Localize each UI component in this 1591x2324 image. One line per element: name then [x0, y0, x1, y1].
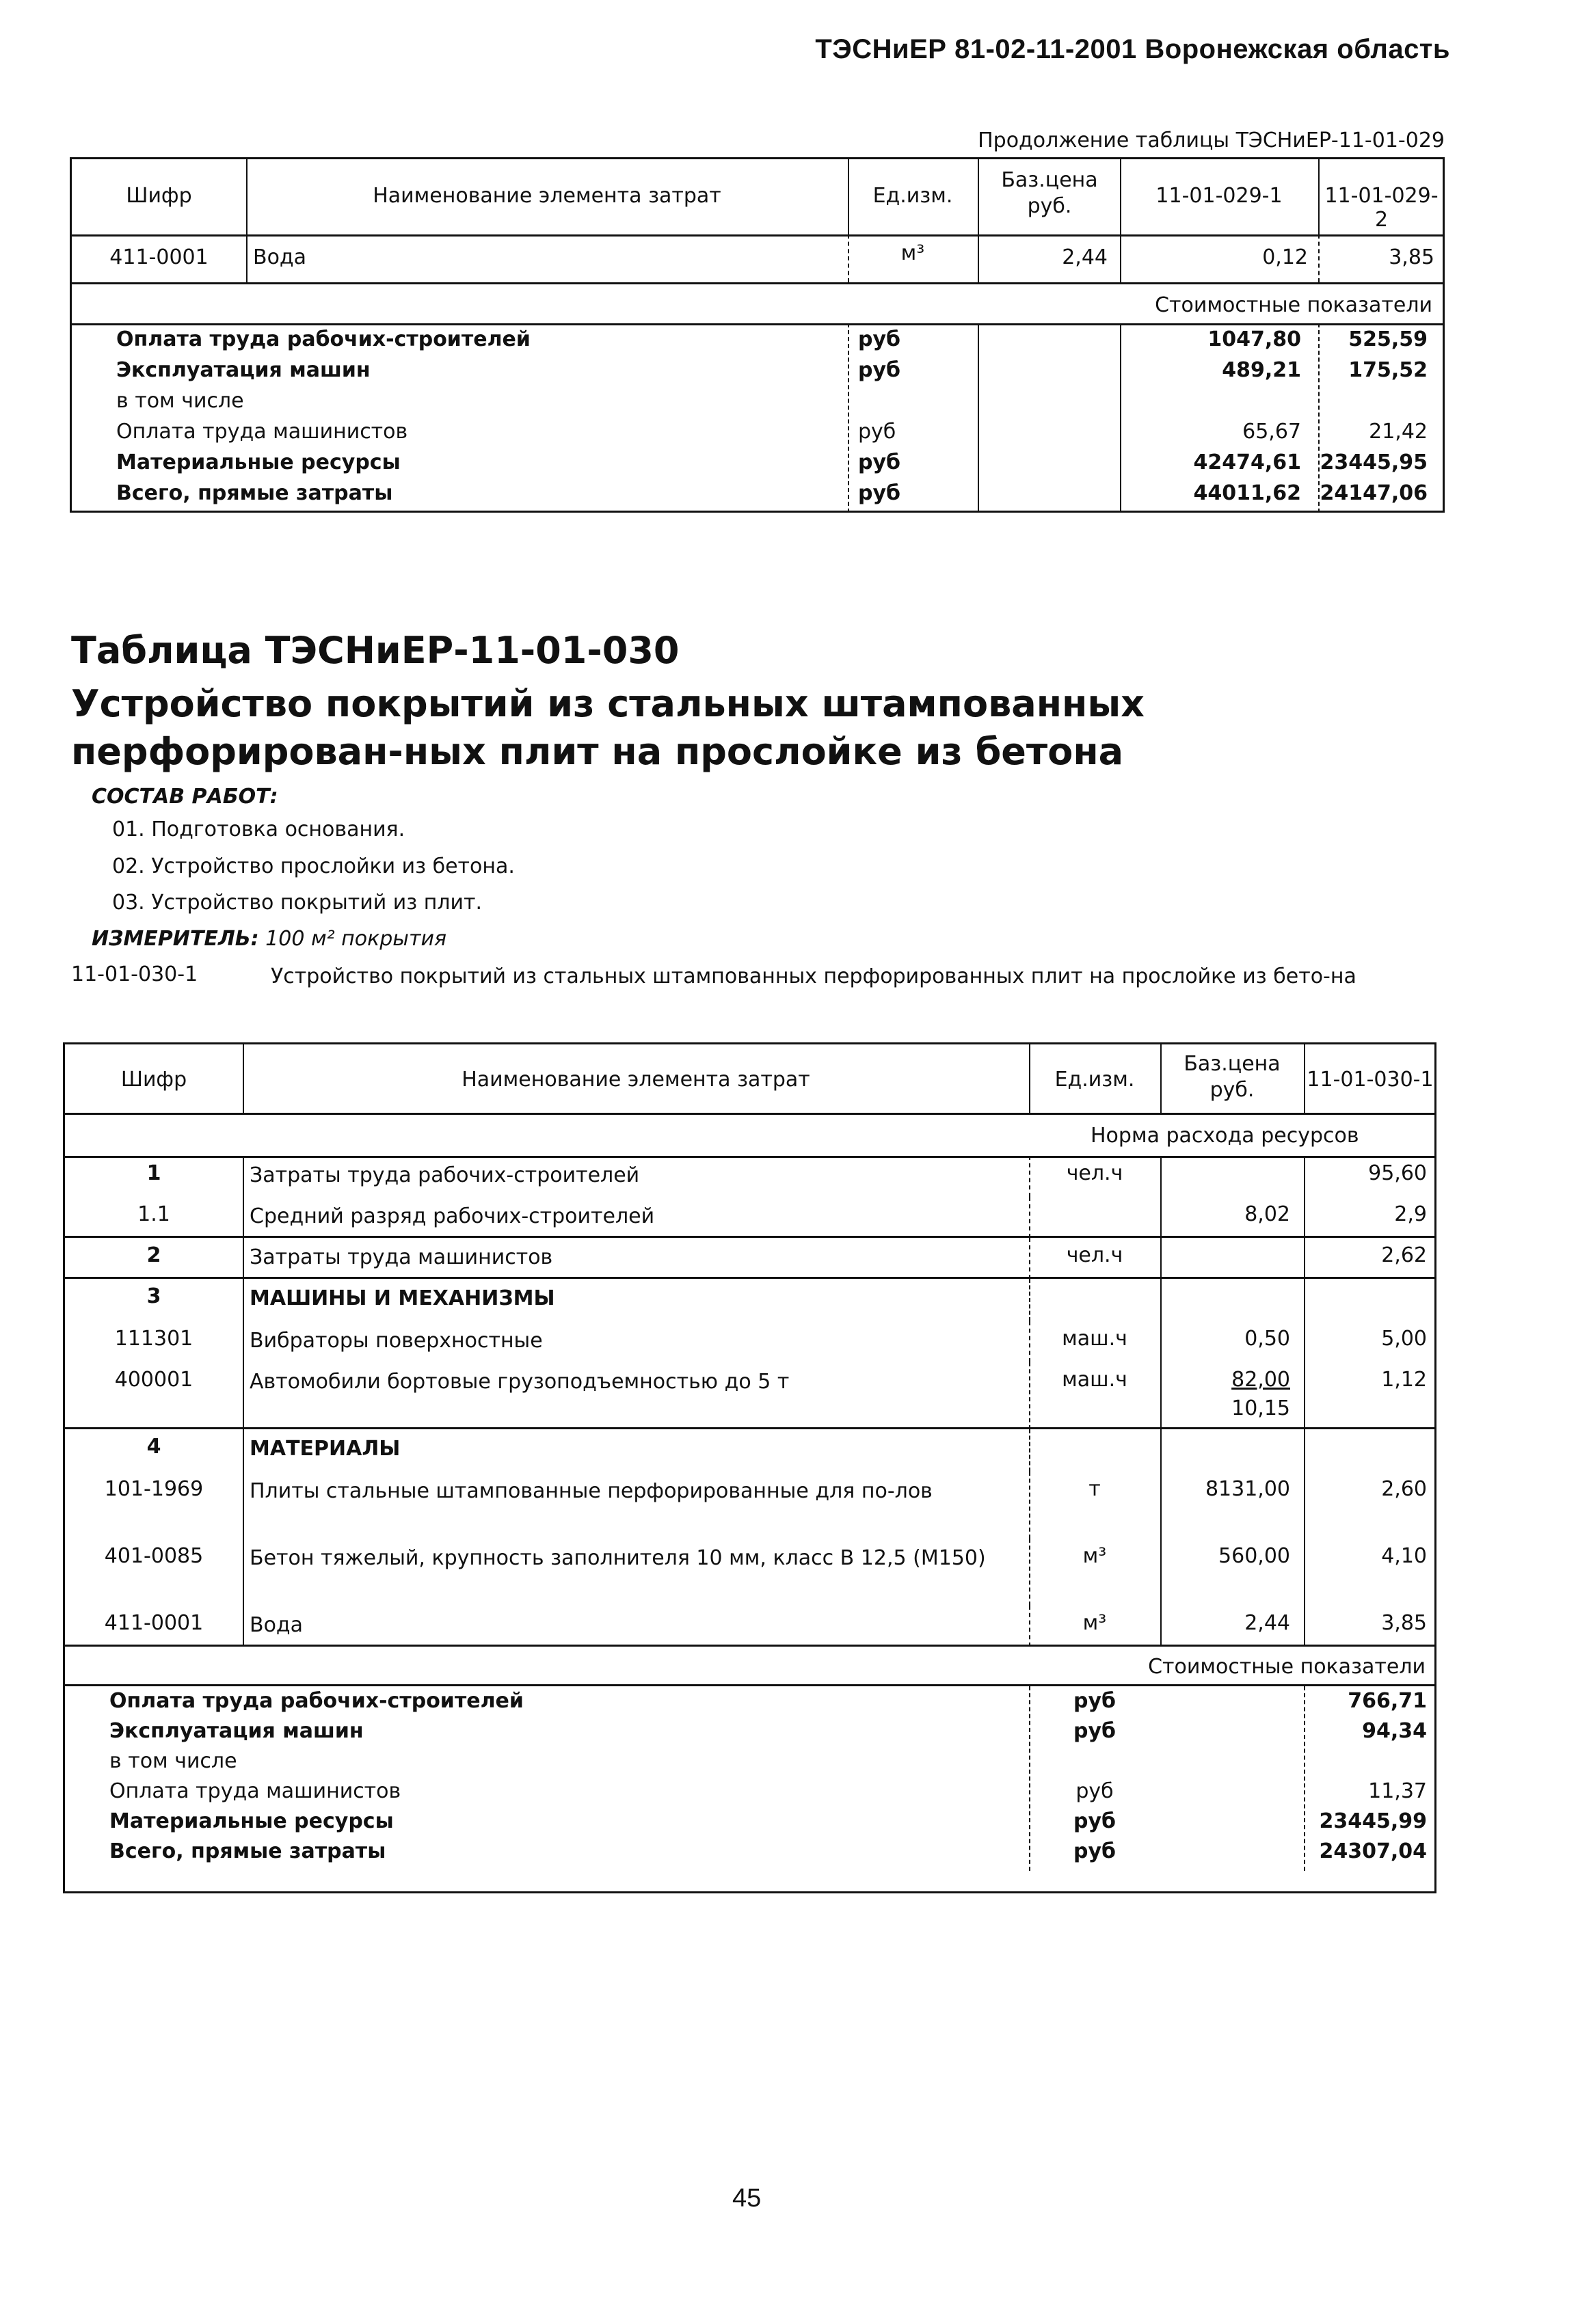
table1: [70, 157, 1445, 513]
table1-header-price: Баз.цена руб.: [1001, 168, 1098, 218]
table2-header-code: Шифр: [120, 1068, 187, 1092]
row-code: 401-0085: [104, 1544, 204, 1568]
table2-header-col1: 11-01-030-1: [1307, 1068, 1434, 1092]
measure-line: [92, 927, 446, 951]
table2-cost-caption: Стоимостные показатели: [1148, 1655, 1426, 1679]
table2-header-price: Баз.цена руб.: [1184, 1052, 1281, 1102]
column-divider: [1160, 1279, 1162, 1321]
cost-row-value-2: 24147,06: [1320, 481, 1428, 505]
row-unit: чел.ч: [1066, 1243, 1123, 1267]
column-divider: [243, 1362, 244, 1429]
row-value: 95,60: [1368, 1161, 1427, 1185]
row-code: 111301: [114, 1327, 193, 1351]
table-row: [65, 1321, 1434, 1362]
row-value-2: 3,85: [1389, 245, 1434, 269]
table1-header-col1: 11-01-029-1: [1155, 184, 1283, 208]
cost-row-value-2: 21,42: [1369, 420, 1428, 444]
document-header: ТЭСНиЕР 81-02-11-2001 Воронежская область: [815, 34, 1450, 64]
column-divider: [1304, 1279, 1305, 1321]
cost-row: [72, 420, 1443, 450]
section-subtitle: Устройство покрытий из стальных штампованных перфорирован-ных плит на прослойке из бетона: [71, 682, 1145, 774]
cost-row-value-2: 23445,95: [1320, 450, 1428, 474]
row-price: 82,00: [1231, 1368, 1290, 1392]
cost-row-name: в том числе: [109, 1749, 237, 1773]
row-code: 101-1969: [104, 1477, 204, 1501]
cost-row-value-1: 489,21: [1222, 358, 1301, 382]
row-price-secondary: 10,15: [1231, 1396, 1290, 1420]
row-value-1: 0,12: [1262, 245, 1308, 269]
cost-row-name: Оплата труда машинистов: [109, 1779, 401, 1803]
row-unit: маш.ч: [1062, 1327, 1127, 1351]
row-value: 1,12: [1381, 1368, 1427, 1392]
row-code: 1.1: [137, 1202, 170, 1226]
row-unit: м³: [1082, 1544, 1107, 1568]
row-value: 3,85: [1381, 1611, 1427, 1635]
cost-row-name: Оплата труда машинистов: [116, 420, 408, 444]
column-divider: [1160, 1238, 1162, 1279]
cost-caption-row: [65, 1647, 1434, 1686]
row-value: 5,00: [1381, 1327, 1427, 1351]
table-row: [65, 1362, 1434, 1429]
works-label: СОСТАВ РАБОТ:: [92, 785, 278, 809]
cost-row-name: Всего, прямые затраты: [116, 481, 393, 505]
cost-row-name: Оплата труда рабочих-строителей: [109, 1689, 524, 1713]
row-unit: т: [1088, 1477, 1101, 1501]
cost-row: [65, 1749, 1434, 1779]
table-continuation-caption: Продолжение таблицы ТЭСНиЕР-11-01-029: [978, 129, 1445, 152]
column-divider: [1029, 1279, 1030, 1321]
row-price: 2,44: [1244, 1611, 1290, 1635]
cost-row: [65, 1779, 1434, 1809]
row-name: Вибраторы поверхностные: [250, 1329, 543, 1353]
cost-row-unit: руб: [858, 358, 900, 382]
table-row: [65, 1156, 1434, 1197]
work-step: 02. Устройство прослойки из бетона.: [112, 854, 515, 878]
row-unit: маш.ч: [1062, 1368, 1127, 1392]
table-row: [72, 234, 1443, 284]
cost-row-name: Всего, прямые затраты: [109, 1839, 386, 1863]
column-divider: [243, 1238, 244, 1279]
cost-row-value: 23445,99: [1319, 1809, 1427, 1833]
cost-row-value: 94,34: [1362, 1719, 1427, 1743]
column-divider: [243, 1156, 244, 1197]
cost-row: [65, 1809, 1434, 1839]
column-divider: [1029, 1197, 1030, 1238]
cost-row-unit: руб: [1073, 1839, 1116, 1863]
cost-row-unit: руб: [1075, 1779, 1114, 1803]
table2-norm-caption: Норма расхода ресурсов: [1091, 1124, 1359, 1148]
cost-row-name: в том числе: [116, 389, 244, 413]
row-price: 8,02: [1244, 1202, 1290, 1226]
row-unit: чел.ч: [1066, 1161, 1123, 1185]
cost-row-name: Оплата труда рабочих-строителей: [116, 327, 531, 351]
table1-header-unit: Ед.изм.: [872, 184, 953, 208]
item-text: Устройство покрытий из стальных штампованных перфорированных плит на прослойке из бето-на: [271, 964, 1356, 988]
row-name: Затраты труда машинистов: [250, 1245, 553, 1269]
row-code: 1: [146, 1161, 161, 1185]
table1-cost-caption: Стоимостные показатели: [1155, 293, 1432, 317]
row-code: 400001: [114, 1368, 193, 1392]
row-name: Бетон тяжелый, крупность заполнителя 10 мм, класс В 12,5 (М150): [250, 1546, 986, 1570]
cost-row-unit: руб: [858, 450, 900, 474]
cost-row: [72, 481, 1443, 512]
cost-row: [72, 389, 1443, 420]
column-divider: [1304, 1429, 1305, 1472]
table-row: [65, 1279, 1434, 1321]
row-name: Средний разряд рабочих-строителей: [250, 1204, 655, 1228]
column-divider: [1160, 1156, 1162, 1197]
table1-header-col2: 11-01-029-2: [1324, 184, 1439, 232]
row-code: 3: [146, 1284, 161, 1308]
cost-row: [72, 450, 1443, 481]
row-price: 8131,00: [1205, 1477, 1290, 1501]
row-name: Вода: [253, 245, 307, 269]
cost-row-value-1: 44011,62: [1193, 481, 1301, 505]
cost-row-value: 766,71: [1348, 1689, 1427, 1713]
row-name: Вода: [250, 1613, 304, 1637]
row-value: 4,10: [1381, 1544, 1427, 1568]
measure-value: 100 м² покрытия: [265, 927, 446, 951]
row-code: 411-0001: [109, 245, 209, 269]
table2: [63, 1042, 1436, 1893]
column-divider: [1029, 1429, 1030, 1472]
cost-row: [65, 1839, 1434, 1869]
row-price: 0,50: [1244, 1327, 1290, 1351]
row-name: Затраты труда рабочих-строителей: [250, 1163, 640, 1187]
table1-header-name: Наименование элемента затрат: [373, 184, 721, 208]
row-price: 2,44: [1062, 245, 1108, 269]
cost-row-name: Материальные ресурсы: [116, 450, 401, 474]
row-name: МАШИНЫ И МЕХАНИЗМЫ: [250, 1286, 555, 1310]
column-divider: [243, 1429, 244, 1472]
table-row: [65, 1197, 1434, 1238]
cost-row: [72, 358, 1443, 389]
cost-row-value: 24307,04: [1319, 1839, 1427, 1863]
row-unit: м³: [1082, 1611, 1107, 1635]
column-divider: [243, 1279, 244, 1321]
work-step: 03. Устройство покрытий из плит.: [112, 891, 483, 915]
cost-row-name: Материальные ресурсы: [109, 1809, 394, 1833]
cost-row-name: Эксплуатация машин: [109, 1719, 364, 1743]
row-code: 4: [146, 1435, 161, 1459]
cost-row-value-1: 42474,61: [1193, 450, 1301, 474]
row-price: 560,00: [1218, 1544, 1290, 1568]
section-title: Таблица ТЭСНиЕР-11-01-030: [71, 629, 680, 672]
table-row: [65, 1539, 1434, 1606]
column-divider: [243, 1321, 244, 1362]
cost-row-name: Эксплуатация машин: [116, 358, 371, 382]
table-row: [65, 1472, 1434, 1539]
row-name: МАТЕРИАЛЫ: [250, 1437, 401, 1461]
table1-header-code: Шифр: [126, 184, 192, 208]
work-step: 01. Подготовка основания.: [112, 818, 405, 841]
cost-row: [72, 327, 1443, 358]
column-divider: [243, 1539, 244, 1606]
cost-row-value-2: 175,52: [1348, 358, 1428, 382]
column-divider: [243, 1197, 244, 1238]
item-code: 11-01-030-1: [71, 962, 198, 986]
cost-row-unit: руб: [1073, 1719, 1116, 1743]
table-row: [65, 1606, 1434, 1647]
cost-row-unit: руб: [858, 327, 900, 351]
page-number: 45: [732, 2184, 762, 2213]
table2-header-name: Наименование элемента затрат: [462, 1068, 810, 1092]
cost-row: [65, 1689, 1434, 1719]
row-code: 411-0001: [104, 1611, 204, 1635]
table2-header-unit: Ед.изм.: [1054, 1068, 1135, 1092]
column-divider: [1029, 1686, 1030, 1871]
measure-label: ИЗМЕРИТЕЛЬ:: [92, 927, 259, 951]
column-divider: [1304, 1686, 1305, 1871]
row-value: 2,60: [1381, 1477, 1427, 1501]
row-unit: м³: [900, 241, 925, 265]
cost-row-value-1: 1047,80: [1207, 327, 1301, 351]
cost-row-value-2: 525,59: [1348, 327, 1428, 351]
row-value: 2,9: [1394, 1202, 1427, 1226]
cost-row: [65, 1719, 1434, 1749]
cost-row-value: 11,37: [1368, 1779, 1427, 1803]
row-code: 2: [146, 1243, 161, 1267]
table-row: [65, 1429, 1434, 1472]
cost-row-unit: руб: [1073, 1689, 1116, 1713]
cost-row-value-1: 65,67: [1242, 420, 1301, 444]
row-value: 2,62: [1381, 1243, 1427, 1267]
table-row: [65, 1238, 1434, 1279]
cost-row-unit: руб: [858, 420, 896, 444]
column-divider: [1160, 1429, 1162, 1472]
column-divider: [243, 1472, 244, 1539]
column-divider: [243, 1606, 244, 1647]
row-name: Автомобили бортовые грузоподъемностью до 5 т: [250, 1370, 790, 1394]
row-name: Плиты стальные штампованные перфорированные для по-лов: [250, 1479, 933, 1503]
cost-row-unit: руб: [858, 481, 900, 505]
cost-row-unit: руб: [1073, 1809, 1116, 1833]
